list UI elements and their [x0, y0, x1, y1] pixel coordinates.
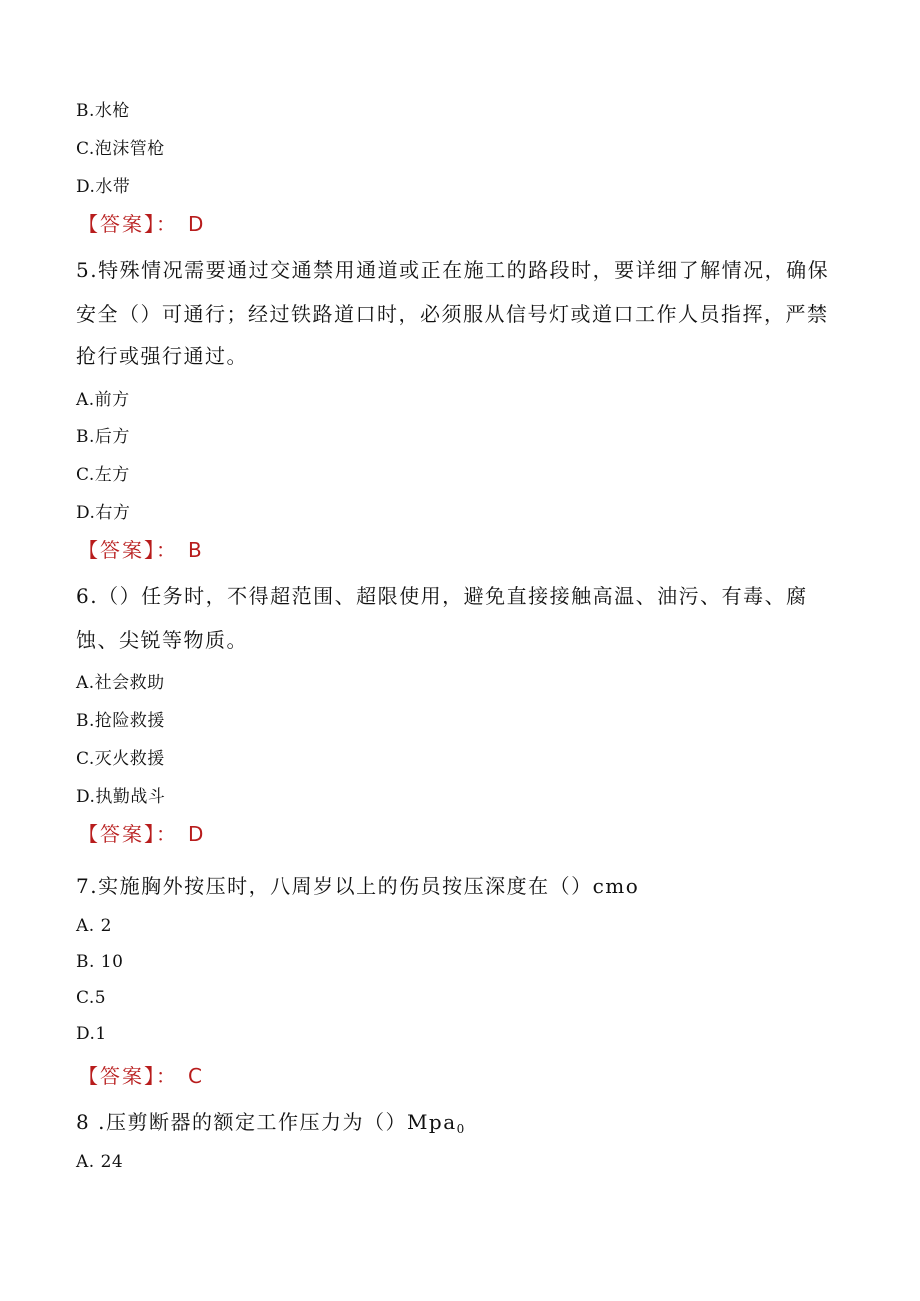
- q4-answer: [78, 208, 205, 237]
- q7-option-c: C.5: [76, 988, 107, 1008]
- q6-option-b: B.抢险救援: [76, 711, 165, 731]
- q5-stem-line-3: 抢行或强行通过。: [76, 344, 248, 368]
- q8-stem-text: 8 .压剪断器的额定工作压力为（）Mpa: [76, 1110, 457, 1134]
- q7-option-b: B. 10: [76, 952, 124, 972]
- q6-option-d: D.执勤战斗: [76, 787, 166, 807]
- answer-label: 【答案】：: [78, 1064, 178, 1088]
- q6-option-c: C.灭火救援: [76, 749, 165, 769]
- answer-value: D: [188, 822, 206, 846]
- answer-label: 【答案】：: [78, 538, 178, 562]
- q7-answer: [78, 1060, 204, 1089]
- q5-answer: [78, 534, 204, 563]
- q8-stem-subscript: 0: [456, 1122, 466, 1136]
- q5-stem-line-1: 5.特殊情况需要通过交通禁用通道或正在施工的路段时，要详细了解情况，确保: [76, 258, 830, 282]
- q5-option-c: C.左方: [76, 465, 130, 485]
- q8-stem: [76, 1106, 466, 1136]
- q7-option-d: D.1: [76, 1024, 107, 1044]
- q5-option-d: D.右方: [76, 503, 131, 523]
- answer-label: 【答案】：: [78, 212, 178, 236]
- q5-option-a: A.前方: [76, 390, 130, 410]
- q6-answer: [78, 818, 205, 847]
- answer-value: D: [188, 212, 206, 236]
- q7-option-a: A. 2: [76, 916, 112, 936]
- answer-value: C: [188, 1064, 204, 1088]
- q6-stem-line-1: 6.（）任务时，不得超范围、超限使用，避免直接接触高温、油污、有毒、腐: [76, 584, 808, 608]
- q4-option-c: C.泡沫管枪: [76, 139, 165, 159]
- q4-option-b: B.水枪: [76, 101, 130, 121]
- q6-stem-line-2: 蚀、尖锐等物质。: [76, 628, 248, 652]
- q6-option-a: A.社会救助: [76, 673, 165, 693]
- q7-stem: 7.实施胸外按压时，八周岁以上的伤员按压深度在（）cmo: [76, 874, 640, 898]
- q8-option-a: A. 24: [76, 1152, 124, 1172]
- q5-stem-line-2: 安全（）可通行；经过铁路道口时，必须服从信号灯或道口工作人员指挥，严禁: [76, 302, 829, 326]
- answer-label: 【答案】：: [78, 822, 178, 846]
- q4-option-d: D.水带: [76, 177, 131, 197]
- q5-option-b: B.后方: [76, 427, 130, 447]
- answer-value: B: [188, 538, 204, 562]
